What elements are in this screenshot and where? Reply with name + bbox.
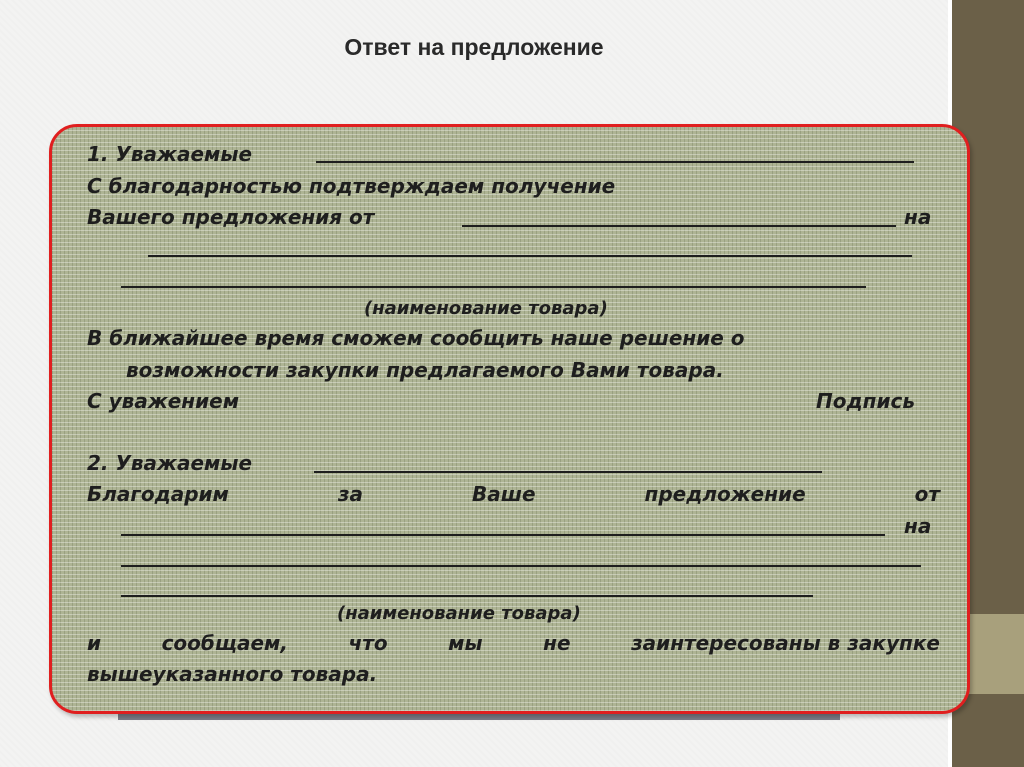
letter2-inform-word-4: мы	[448, 631, 483, 655]
letter2-thanks-word-4: предложение	[644, 482, 806, 506]
letter1-product-blank-2	[121, 286, 866, 288]
letter2-goods: вышеуказанного товара.	[87, 662, 378, 686]
letter2-inform-line	[87, 630, 940, 656]
letter2-product-caption: (наименование товара)	[337, 603, 581, 624]
letter1-product-blank-1	[148, 255, 912, 257]
letter2-inform-word-3: что	[348, 631, 388, 655]
letter2-inform-word-1: и	[87, 631, 102, 655]
letter2-product-blank-1	[121, 565, 921, 567]
letter2-date-blank	[121, 534, 885, 536]
letter2-inform-word-2: сообщаем,	[161, 631, 288, 655]
letter1-on: на	[904, 205, 932, 229]
letter1-signature: Подпись	[816, 389, 915, 413]
letter2-thanks-word-1: Благодарим	[87, 482, 229, 506]
letter1-name-blank	[316, 161, 914, 163]
letter2-thanks-word-5: от	[914, 482, 940, 506]
slide-title: Ответ на предложение	[344, 34, 604, 60]
letter2-thanks-word-3: Ваше	[472, 482, 536, 506]
letter1-offer-from: Вашего предложения от	[87, 205, 375, 229]
letter1-date-blank	[462, 225, 896, 227]
letter1-regards: С уважением	[87, 389, 240, 413]
letter2-inform-word-5: не	[543, 631, 571, 655]
letter1-product-caption: (наименование товара)	[364, 298, 608, 319]
letter1-soon-line1: В ближайшее время сможем сообщить наше решение о	[87, 326, 745, 350]
letter2-name-blank	[314, 471, 822, 473]
letter1-greeting: 1. Уважаемые	[87, 142, 253, 166]
letter2-thanks-word-2: за	[337, 482, 364, 506]
letter2-greeting: 2. Уважаемые	[87, 451, 253, 475]
letter1-soon-line2: возможности закупки предлагаемого Вами товара.	[126, 358, 724, 382]
letter1-thanks: С благодарностью подтверждаем получение	[87, 174, 616, 198]
letter2-thanks-line	[87, 481, 940, 507]
letter2-on: на	[904, 514, 932, 538]
letter2-product-blank-2	[121, 595, 813, 597]
letter2-inform-word-6: заинтересованы в закупке	[631, 631, 940, 655]
